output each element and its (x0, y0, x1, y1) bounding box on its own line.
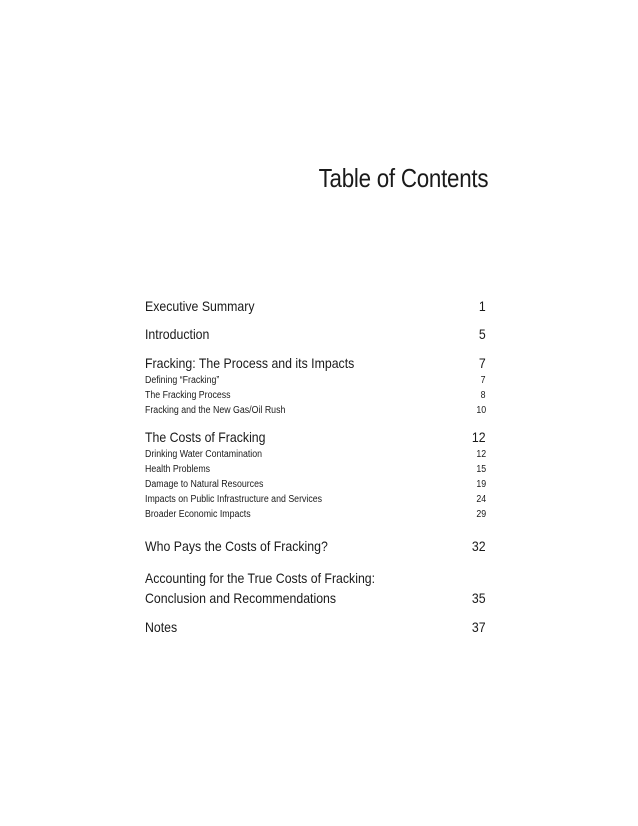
toc-entry (145, 588, 486, 608)
toc-section-executive-summary (145, 296, 486, 316)
toc-entry-page: 12 (472, 429, 486, 445)
toc-subentry-page: 8 (481, 390, 486, 401)
toc-subentry (145, 477, 486, 492)
toc-entry-page: 37 (472, 619, 486, 635)
toc-entry-page: 1 (479, 298, 486, 314)
toc-entry-page: 32 (472, 538, 486, 554)
toc-entry-label: Conclusion and Recommendations (145, 590, 337, 606)
toc-section-costs-of-fracking (145, 427, 486, 522)
table-of-contents (145, 296, 486, 645)
toc-subentry-page: 24 (476, 494, 486, 505)
toc-section-who-pays (145, 536, 486, 556)
toc-entry (145, 427, 486, 447)
toc-subentry-label: Fracking and the New Gas/Oil Rush (145, 405, 286, 416)
toc-entry-page: 7 (479, 355, 486, 371)
toc-entry-label: Executive Summary (145, 298, 255, 314)
toc-entry-line (145, 568, 486, 588)
toc-entry-page: 35 (472, 590, 486, 606)
toc-section-notes (145, 617, 486, 637)
toc-subentry-label: Health Problems (145, 464, 211, 475)
toc-subentry-page: 7 (481, 375, 486, 386)
toc-subentry-label: Broader Economic Impacts (145, 509, 251, 520)
toc-section-fracking-process (145, 353, 486, 418)
toc-subentry-label: Defining “Fracking” (145, 375, 220, 386)
toc-entry (145, 353, 486, 373)
toc-subentry (145, 403, 486, 418)
toc-subentry-label: The Fracking Process (145, 390, 231, 401)
toc-subentry-page: 19 (476, 479, 486, 490)
toc-subentry-page: 12 (476, 449, 486, 460)
toc-subentry (145, 492, 486, 507)
toc-subentry (145, 447, 486, 462)
toc-subentry-label: Drinking Water Contamination (145, 449, 263, 460)
toc-entry-label: Introduction (145, 326, 210, 342)
toc-entry-label: The Costs of Fracking (145, 429, 266, 445)
toc-entry (145, 536, 486, 556)
toc-entry (145, 296, 486, 316)
toc-entry (145, 324, 486, 344)
toc-section-conclusion (145, 568, 486, 608)
toc-subentry-page: 10 (476, 405, 486, 416)
toc-subentry-page: 15 (476, 464, 486, 475)
page-title: Table of Contents (318, 163, 488, 193)
toc-subentry-page: 29 (476, 509, 486, 520)
toc-subentry (145, 507, 486, 522)
toc-subentry (145, 373, 486, 388)
toc-section-introduction (145, 324, 486, 344)
toc-entry-label: Accounting for the True Costs of Fracking: (145, 570, 376, 586)
toc-subentry-label: Impacts on Public Infrastructure and Services (145, 494, 323, 505)
toc-subentry (145, 462, 486, 477)
toc-subentry (145, 388, 486, 403)
toc-entry-label: Fracking: The Process and its Impacts (145, 355, 355, 371)
toc-entry (145, 617, 486, 637)
toc-entry-label: Who Pays the Costs of Fracking? (145, 538, 328, 554)
toc-entry-page: 5 (479, 326, 486, 342)
toc-subentry-label: Damage to Natural Resources (145, 479, 264, 490)
toc-entry-label: Notes (145, 619, 178, 635)
